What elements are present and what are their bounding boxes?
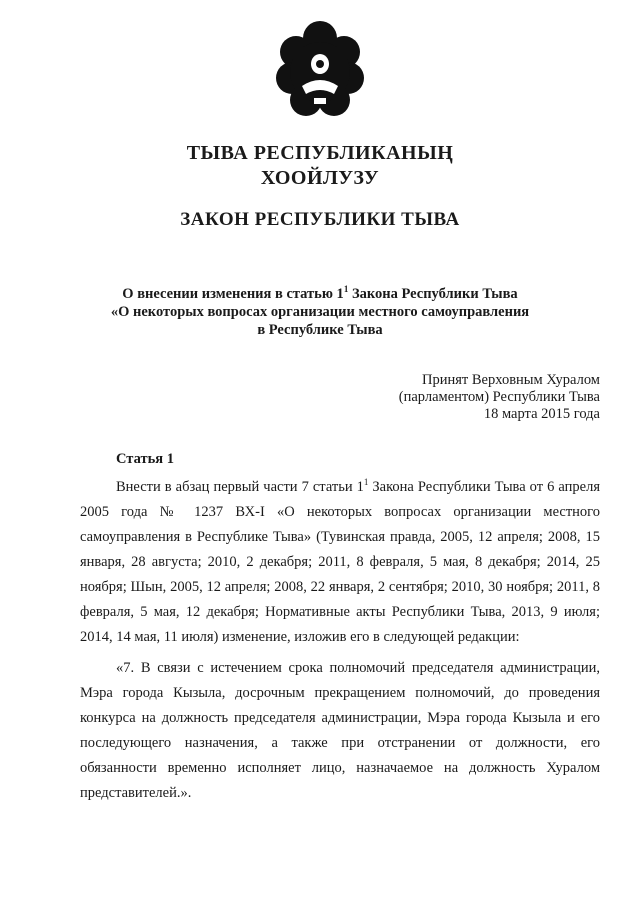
document-title-line2: «О некоторых вопросах организации местного самоуправления: [110, 304, 530, 320]
tuva-emblem-icon: [272, 16, 368, 120]
adoption-note: [399, 372, 600, 423]
republic-name-line1: ТЫВА РЕСПУБЛИКАНЫҢ: [186, 142, 454, 164]
adoption-line2: (парламентом) Республики Тыва: [398, 389, 600, 405]
republic-name-line2: ХООЙЛУЗУ: [260, 167, 380, 189]
document-title: [0, 285, 640, 339]
adoption-line1: Принят Верховным Хуралом: [422, 372, 600, 388]
article-heading: Статья 1: [116, 451, 174, 467]
adoption-date: 18 марта 2015 года: [483, 406, 600, 422]
document-title-line3: в Республике Тыва: [257, 322, 383, 338]
document-title-line1: О внесении изменения в статью $1^1$ Закона Республики Тыва: [122, 284, 518, 302]
article-paragraph-2: «7. В связи с истечением срока полномочий председателя администрации, Мэра города Кызыла, досрочным прекращением полномочий, до проведения конкурса на должность председателя администрации, Мэра города Кызыла и его последующего назначения, а также при отстранении от должности, его обязанности временно исполняет лицо, назначаемое на должность Хуралом представителей.».: [80, 660, 600, 801]
law-title: ЗАКОН РЕСПУБЛИКИ ТЫВА: [180, 209, 460, 230]
article-paragraph-1: Внести в абзац первый части 7 статьи $1^1$ Закона Республики Тыва от 6 апреля 2005 года № 1237 ВХ-I «О некоторых вопросах организации местного самоуправления в Республике Тыва» (Тувинская правда, 2005, 12 апреля; 2008, 15 января, 28 августа; 2010, 2 декабря; 2011, 8 февраля, 5 мая, 8 декабря; 2014, 25 ноября; Шын, 2005, 12 апреля; 2008, 22 января, 2 сентября; 2010, 30 ноября; 2011, 8 февраля, 5 мая, 12 декабря; Нормативные акты Республики Тыва, 2013, 9 июля; 2014, 14 мая, 11 июля) изменение, изложив его в следующей редакции:: [80, 477, 600, 645]
